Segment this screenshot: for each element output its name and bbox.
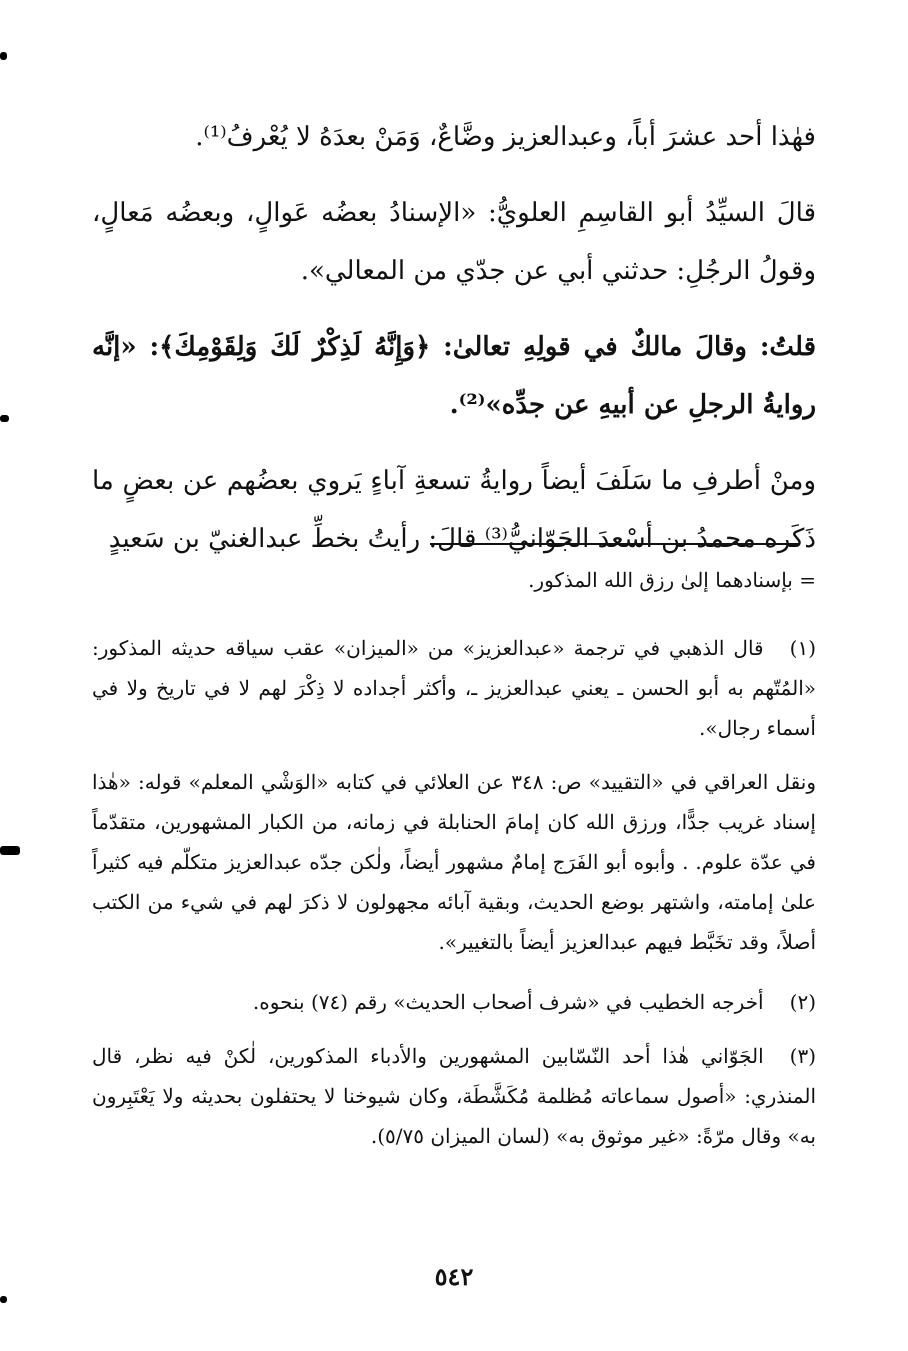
footnote-2 [92,982,816,1022]
page-number: ٥٤٢ [434,1262,474,1291]
footnotes-section [92,560,816,1170]
footnote-divider [430,543,800,545]
main-paragraph-1: فهٰذا أحد عشرَ أباً، وعبدالعزيز وضَّاعٌ، وَمَنْ بعدَهُ لا يُعْرفُ⁽¹⁾. [195,122,816,152]
scan-edge-mark [0,415,9,422]
footnote-3 [92,1036,816,1156]
footnote-1-marker: (١) [789,636,816,660]
footnote-2-marker: (٢) [789,990,816,1014]
footnote-1-continuation: ونقل العراقي في «التقييد» ص: ٣٤٨ عن العلائي في كتابه «الوَشْي المعلم» قوله: «هٰذا إسناد غريب جدًّا، ورزق الله كان إمامَ الحنابلة في زمانه، من الكبار المشهورين، متقدّماً في عدّة علوم. . وأبوه أبو الفَرَج إمامٌ مشهور أيضاً، ولٰكن جدّه عبدالعزيز متكلّم فيه كثيراً علىٰ إمامته، واشتهر بوضع الحديث، وبقية آبائه مجهولون لا ذكرَ لهم في شيء من الكتب أصلاً، وقد تخَبَّط فيهم عبدالعزيز أيضاً بالتغيير». [92,770,816,954]
scan-edge-mark [0,846,20,855]
main-paragraph-4: ومنْ أطرفِ ما سَلَفَ أيضاً روايةُ تسعةِ آباءٍ يَروي بعضُهم عن بعضٍ ما ذَكَره محمدُ بن أسْعدَ الجَوّانيُّ⁽³⁾ قالَ: رأيتُ بخطِّ عبدالغنيّ بن سَعيدٍ [92,466,816,554]
main-text [92,108,816,586]
footnote-3-marker: (٣) [789,1044,816,1068]
footnote-1 [92,628,816,748]
footnote-1-text: قال الذهبي في ترجمة «عبدالعزيز» من «الميزان» عقب سياقه حديثه المذكور: «المُتّهم به أبو الحسن ـ يعني عبدالعزيز ـ، وأكثر أجداده لا ذِكْرَ لهم لا في تاريخ ولا في أسماء رجال». [92,636,816,740]
footnote-2-text: أخرجه الخطيب في «شرف أصحاب الحديث» رقم (٧٤) بنحوه. [252,990,764,1014]
scan-edge-mark [0,52,7,60]
scan-edge-mark [0,1296,7,1303]
footnote-3-text: الجَوّاني هٰذا أحد النّسّابين المشهورين والأدباء المذكورين، لٰكنْ فيه نظر، قال المنذري: «أصول سماعاته مُظلمة مُكَشَّطَة، وكان شيوخنا لا يحتفلون بحديثه ولا يَعْتَبِرون به» وقال مرّةً: «غير موثوق به» (لسان الميزان ٥/٧٥). [92,1044,816,1148]
main-paragraph-2: قالَ السيِّدُ أبو القاسِمِ العلويُّ: «الإسنادُ بعضُه عَوالٍ، وبعضُه مَعالٍ، وقولُ الرجُلِ: حدثني أبي عن جدّي من المعالي». [92,198,816,286]
footnote-carryover: = بإسنادهما إلىٰ رزق الله المذكور. [528,568,816,592]
main-paragraph-3: قلتُ: وقالَ مالكٌ في قولِهِ تعالىٰ: ﴿وَإِنَّهُ لَذِكْرٌ لَكَ وَلِقَوْمِكَ﴾: «إنَّه روايةُ الرجلِ عن أبيهِ عن جدِّه»⁽²⁾. [92,332,816,420]
